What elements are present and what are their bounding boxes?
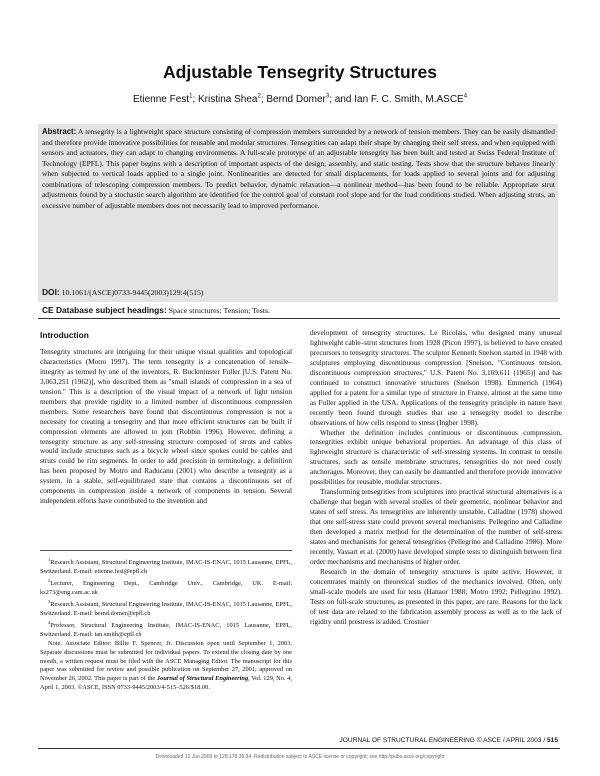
header-divider: [38, 318, 560, 319]
doi-label: DOI:: [42, 287, 60, 297]
footnote: $^2$Lecturer, Engineering Dept., Cambridge Univ., Cambridge, UK. E-mail: ks273@eng.cam.ac.uk: [40, 577, 292, 596]
body-paragraph: Tensegrity structures are intriguing for their unique visual qualities and topological characteristics (Motro 1997). The term tensegrity is a concatenation of tensile–integrity as termed by one of the inventors, R. Buckminster Fuller [U.S. Patent No. 3,063,251 (1962)], who described them as "small islands of compression in a sea of tension." This is a description of the visual impact of a network of light tension members that provide rigidity to a limited number of discontinuous compression members. Some researchers have found that discontinuous compression is not a necessity for creating a tensegrity and that more efficient structures can be built if compression elements are allowed to join (Robbin 1996). However, defining a tensegrity structure as any self-stressing structure composed of struts and cables would include structures such as a bicycle wheel since spokes could be cables and struts could be rim segments. In order to add precision in terminology, a definition has been proposed by Motro and Raducanu (2001) who describe a tensegrity as a system, in a stable, self-equilibrated state that contains a discontinuous set of components in compression inside a network of components in tension. Several independent efforts have contributed to the invention and: [40, 346, 292, 506]
editorial-note: Note. Associate Editor: Billie F. Spencer, Jr. Discussion open until September 1, 2003. Separate discussions must be submitted for individual papers. To extend the closing date by one month, a written request must be filed with the ASCE Managing Editor. The manuscript for this paper was submitted for review and possible publication on September 27, 2001; approved on November 26, 2002. This paper is part of the Journal of Structural Engineering, Vol. 129, No. 4, April 1, 2003. ©ASCE, ISSN 0733-9445/2003/4-515–526/$18.00.: [40, 639, 292, 692]
author-list: [0, 94, 600, 105]
footer-journal: JOURNAL OF STRUCTURAL ENGINEERING © ASCE / APRIL 2003 /: [339, 737, 547, 744]
abstract: [42, 127, 555, 211]
subject-headings: [42, 305, 555, 315]
footer-divider: [38, 748, 560, 749]
footnote: $^1$Research Assistant, Structural Engineering Institute, IMAC-IS-ENAC, 1015 Lausanne, EPFL, Switzerland. E-mail: etienne.fest@epfl.ch: [40, 557, 292, 576]
page-footer: [200, 737, 558, 744]
left-column: [40, 328, 292, 506]
subject-headings-label: CE Database subject headings:: [42, 305, 167, 315]
page-number: 515: [546, 737, 558, 744]
body-paragraph: Transforming tensegrities from sculptures into practical structural alternatives is a challenge that began with several studies of their geometric, nonlinear behavior and states of self stress. As tensegrities are inherently unstable, Calladine (1978) showed that one self-stress state could prevent several mechanisms. Pellegrino and Calladine then developed a matrix method for the determination of the number of self-stress states and mechanisms for general tensegrities (Pellegrino and Calladine 1986). More recently, Vassart et al. (2000) have developed simple tests to distinguish between first order mechanisms and mechanisms of higher order.: [310, 487, 562, 566]
body-paragraph: development of tensegrity structures. Le Ricolais, who designed many unusual lightweight cable–strut structures from 1928 (Picon 1997), is believed to have created precursors to tensegrity structures. The sculptor Kenneth Snelson started in 1948 with sculptures employing discontinuous compression [Snelson, "Continuous tension, discontinuous compression structures," U.S. Patent No. 3,169,611 (1965)] and has continued to construct innovative structures (Snelson 1998). Emmerich (1964) applied for a patent for a similar type of structure in France, almost at the same time as Fuller applied in the USA. Applications of the tensegrity principle in nature have recently been found through studies that use a tensegrity model to describe observations of how cells respond to stress (Ingber 1998).: [310, 328, 562, 427]
right-column: [310, 328, 562, 627]
doi-value[interactable]: 10.1061/(ASCE)0733-9445(2003)129:4(515): [59, 288, 204, 297]
author: Etienne Fest$^1$;: [132, 94, 198, 106]
abstract-text: A tensegrity is a lightweight space structure consisting of compression members surrounded by a network of tension members. They can be easily dismantled and therefore provide innovative possibilities for reusable and modular structures. Tensegrities can adapt their shape by changing their self stress, and when equipped with sensors and actuators, they can adapt to changing environments. A full-scale prototype of an adjustable tensegrity has been built and tested at Swiss Federal Institute of Technology (EPFL). This paper begins with a description of important aspects of the design, assembly, and static testing. Tests show that the structure behaves linearly when subjected to vertical loads applied to a single joint. Nonlinearities are detected for small displacements, for loads applied to several joints and for adjusting combinations of telescoping compression members. To predict behavior, dynamic relaxation—a nonlinear method—has been found to be reliable. Appropriate strut adjustments found by a stochastic search algorithm are identified for the control goal of constant roof slope and for the load conditions studied. When adjusting struts, an excessive number of adjustable members does not necessarily lead to improved performance.: [42, 127, 555, 210]
body-paragraph: Research in the domain of tensegrity structures is quite active. However, it concentrates mainly on theoretical studies of the mechanics involved. Often, only small-scale models are used for tests (Hanaor 1988; Motro 1992; Pellegrino 1992). Tests on full-scale structures, as presented in this paper, are rare. Reasons for the lack of test data are related to the fabrication assembly process as well as to the lack of rigidity until prestress is added. Crosnier: [310, 566, 562, 626]
footnotes: [40, 556, 292, 693]
paper-title: Adjustable Tensegrity Structures: [163, 62, 437, 82]
section-heading: Introduction: [40, 330, 89, 340]
download-notice: Downloaded 12 Jun 2009 to 128.178.35.34. Redistribution subject to ASCE license or copyright; see http://pubs.asce.org/copyright: [155, 754, 445, 760]
subject-headings-value: Space structures; Tension; Tests.: [166, 306, 270, 315]
abstract-label: Abstract:: [42, 127, 77, 136]
footnote-divider: [40, 550, 292, 551]
author: Kristina Shea$^2$;: [198, 94, 267, 106]
author: Bernd Domer$^3$; and: [266, 94, 355, 106]
footnote: $^4$Professor, Structural Engineering Institute, IMAC-IS-ENAC, 1015 Lausanne, EPFL, Switzerland. E-mail: ian.smith@epfl.ch: [40, 619, 292, 638]
body-paragraph: Whether the definition includes continuous or discontinuous compression, tensegrities exhibit unique behavioral properties. An advantage of this class of lightweight structure is characteristic of self-stressing systems. In contrast to tensile structures, such as tensile membrane structures, tensegrities do not need costly anchorages. Moreover, they can easily be dismantled and therefore provide innovative possibilities for reusable, modular structures.: [310, 427, 562, 487]
footnote: $^3$Research Assistant, Structural Engineering Institute, IMAC-IS-ENAC, 1015 Lausanne, EPFL, Switzerland. E-mail: bernd.domer@epfl.ch: [40, 598, 292, 617]
doi-line: [42, 287, 555, 297]
author: Ian F. C. Smith, M.ASCE$^4$: [354, 94, 468, 106]
